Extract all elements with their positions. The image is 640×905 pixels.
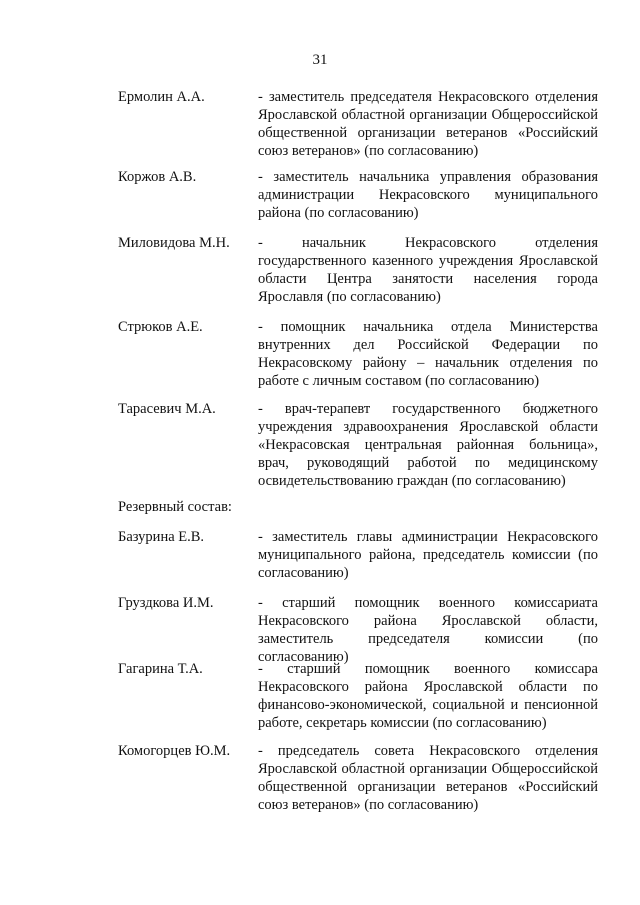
member-description: - заместитель начальника управления образования администрации Некрасовского муниципального района (по согласованию) bbox=[258, 169, 598, 221]
member-name: Гагарина Т.А. bbox=[118, 661, 203, 677]
member-name: Миловидова М.Н. bbox=[118, 235, 230, 251]
member-name: Стрюков А.Е. bbox=[118, 319, 203, 335]
member-name: Коржов А.В. bbox=[118, 169, 197, 185]
member-description: - старший помощник военного комиссариата Некрасовского района Ярославской области, заместитель председателя комиссии (по согласованию) bbox=[258, 595, 598, 665]
member-name: Груздкова И.М. bbox=[118, 595, 214, 611]
member-description: - заместитель главы администрации Некрасовского муниципального района, председатель комиссии (по согласованию) bbox=[258, 529, 598, 581]
member-name: Тарасевич М.А. bbox=[118, 401, 216, 417]
member-description: - заместитель председателя Некрасовского отделения Ярославской областной организации Общероссийской общественной организации ветеранов «Российский союз ветеранов» (по согласованию) bbox=[258, 89, 598, 159]
page-number: 31 bbox=[312, 52, 328, 68]
member-description: - помощник начальника отдела Министерства внутренних дел Российской Федерации по Некрасовскому району – начальник отделения по работе с личным составом (по согласованию) bbox=[258, 319, 598, 389]
member-name: Ермолин А.А. bbox=[118, 89, 205, 105]
member-name: Комогорцев Ю.М. bbox=[118, 743, 231, 759]
member-description: - врач-терапевт государственного бюджетного учреждения здравоохранения Ярославской области «Некрасовская центральная районная больница», врач, руководящий работой по медицинскому освидетельствованию граждан (по согласованию) bbox=[258, 401, 598, 489]
member-description: - начальник Некрасовского отделения государственного казенного учреждения Ярославской области Центра занятости населения города Ярославля (по согласованию) bbox=[258, 235, 598, 305]
reserve-heading: Резервный состав: bbox=[118, 499, 232, 515]
member-description: - председатель совета Некрасовского отделения Ярославской областной организации Общероссийской общественной организации ветеранов «Российский союз ветеранов» (по согласованию) bbox=[258, 743, 598, 813]
member-name: Базурина Е.В. bbox=[118, 529, 205, 545]
member-description: - старший помощник военного комиссара Некрасовского района Ярославской области по финансово-экономической, социальной и пенсионной работе, секретарь комиссии (по согласованию) bbox=[258, 661, 598, 731]
